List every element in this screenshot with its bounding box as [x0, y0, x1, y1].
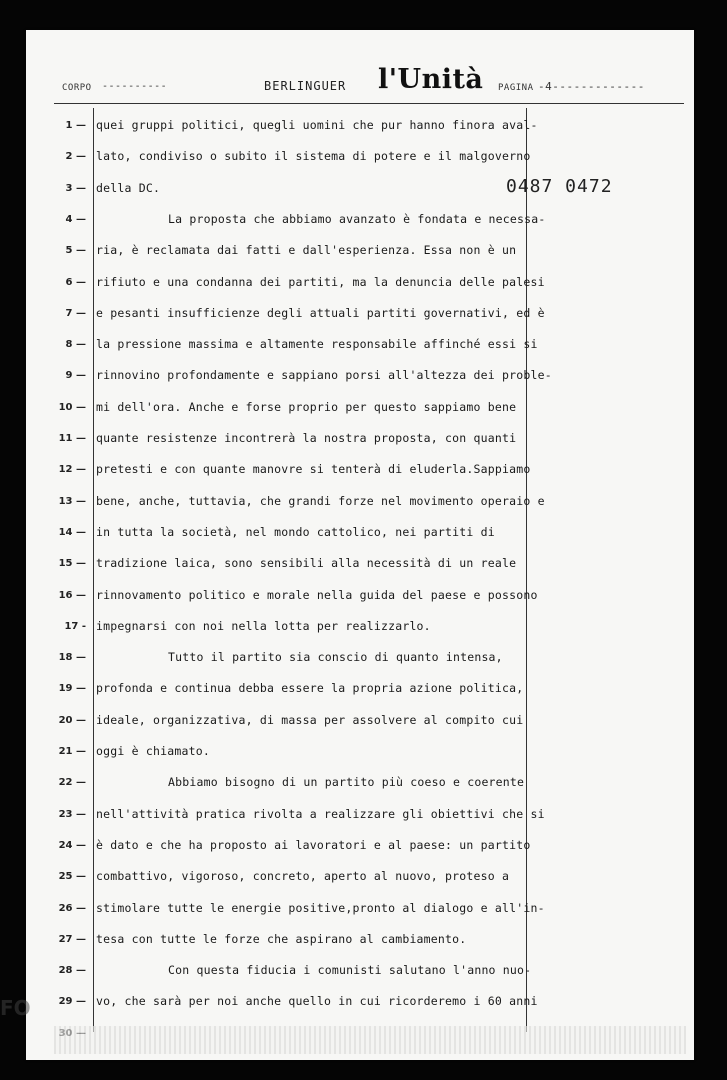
line-number: 16 —: [58, 590, 86, 601]
watermark: FO: [0, 996, 31, 1020]
line-number: 8 —: [65, 339, 86, 350]
line-number: 25 —: [58, 871, 86, 882]
text-line: quante resistenze incontrerà la nostra proposta, con quanti: [96, 431, 517, 445]
text-line: Abbiamo bisogno di un partito più coeso e coerente: [168, 775, 525, 789]
pagina-label: PAGINA: [498, 83, 534, 93]
text-line: stimolare tutte le energie positive,pronto al dialogo e all'in-: [96, 901, 545, 915]
margin-line-left: [93, 108, 94, 1032]
line-number: 29 —: [58, 996, 86, 1007]
line-number: 6 —: [65, 277, 86, 288]
line-number: 21 —: [58, 746, 86, 757]
line-number: 12 —: [58, 464, 86, 475]
text-line: nell'attività pratica rivolta a realizzare gli obiettivi che si: [96, 807, 545, 821]
line-number: 7 —: [65, 308, 86, 319]
text-line: mi dell'ora. Anche e forse proprio per questo sappiamo bene: [96, 400, 517, 414]
corpo-value: ----------: [102, 81, 168, 92]
author-name: BERLINGUER: [264, 79, 347, 93]
line-number: 23 —: [58, 809, 86, 820]
text-line: rifiuto e una condanna dei partiti, ma la denuncia delle palesi: [96, 275, 545, 289]
text-line: vo, che sarà per noi anche quello in cui ricorderemo i 60 anni: [96, 994, 538, 1008]
line-number: 26 —: [58, 903, 86, 914]
text-line: ria, è reclamata dai fatti e dall'esperienza. Essa non è un: [96, 243, 517, 257]
text-line: bene, anche, tuttavia, che grandi forze nel movimento operaio e: [96, 494, 545, 508]
text-line: lato, condiviso o subito il sistema di potere e il malgoverno: [96, 149, 531, 163]
line-number: 14 —: [58, 527, 86, 538]
text-line: La proposta che abbiamo avanzato è fondata e necessa-: [168, 212, 546, 226]
line-number: 2 —: [65, 151, 86, 162]
text-line: in tutta la società, nel mondo cattolico, nei partiti di: [96, 525, 495, 539]
line-number: 4 —: [65, 214, 86, 225]
text-line: rinnovino profondamente e sappiano porsi all'altezza dei proble-: [96, 368, 552, 382]
text-line: pretesti e con quante manovre si tenterà di eluderla.Sappiamo: [96, 462, 531, 476]
line-number: 9 —: [65, 370, 86, 381]
line-number: 17 -: [64, 621, 86, 632]
line-number: 13 —: [58, 496, 86, 507]
text-line: tesa con tutte le forze che aspirano al cambiamento.: [96, 932, 467, 946]
line-number: 20 —: [58, 715, 86, 726]
text-line: Tutto il partito sia conscio di quanto intensa,: [168, 650, 503, 664]
text-line: combattivo, vigoroso, concreto, aperto al nuovo, proteso a: [96, 869, 510, 883]
line-number: 27 —: [58, 934, 86, 945]
text-line: profonda e continua debba essere la propria azione politica,: [96, 681, 524, 695]
line-number: 15 —: [58, 558, 86, 569]
line-number: 19 —: [58, 683, 86, 694]
scan-artifact: [54, 1026, 686, 1054]
line-number: 3 —: [65, 183, 86, 194]
margin-line-right: [526, 108, 527, 1032]
document-number: 0487 0472: [506, 176, 613, 197]
text-line: quei gruppi politici, quegli uomini che pur hanno finora aval-: [96, 118, 538, 132]
line-number: 28 —: [58, 965, 86, 976]
line-number: 1 —: [65, 120, 86, 131]
line-number: 11 —: [58, 433, 86, 444]
text-line: tradizione laica, sono sensibili alla necessità di un reale: [96, 556, 517, 570]
text-line: la pressione massima e altamente responsabile affinché essi si: [96, 337, 538, 351]
text-line: impegnarsi con noi nella lotta per realizzarlo.: [96, 619, 431, 633]
text-line: Con questa fiducia i comunisti salutano l'anno nuo-: [168, 963, 532, 977]
pagina-value: -4-------------: [538, 80, 645, 93]
line-number: 18 —: [58, 652, 86, 663]
text-line: è dato e che ha proposto ai lavoratori e al paese: un partito: [96, 838, 531, 852]
line-number: 5 —: [65, 245, 86, 256]
corpo-label: CORPO: [62, 83, 92, 93]
text-line: e pesanti insufficienze degli attuali partiti governativi, ed è: [96, 306, 545, 320]
document-page: [26, 30, 694, 1060]
text-line: rinnovamento politico e morale nella guida del paese e possono: [96, 588, 538, 602]
line-number: 10 —: [58, 402, 86, 413]
text-line: della DC.: [96, 181, 161, 195]
header-rule: [54, 103, 684, 104]
text-line: oggi è chiamato.: [96, 744, 210, 758]
line-number: 22 —: [58, 777, 86, 788]
text-line: ideale, organizzativa, di massa per assolvere al compito cui: [96, 713, 524, 727]
unita-logo: l'Unità: [378, 64, 484, 95]
line-number: 24 —: [58, 840, 86, 851]
